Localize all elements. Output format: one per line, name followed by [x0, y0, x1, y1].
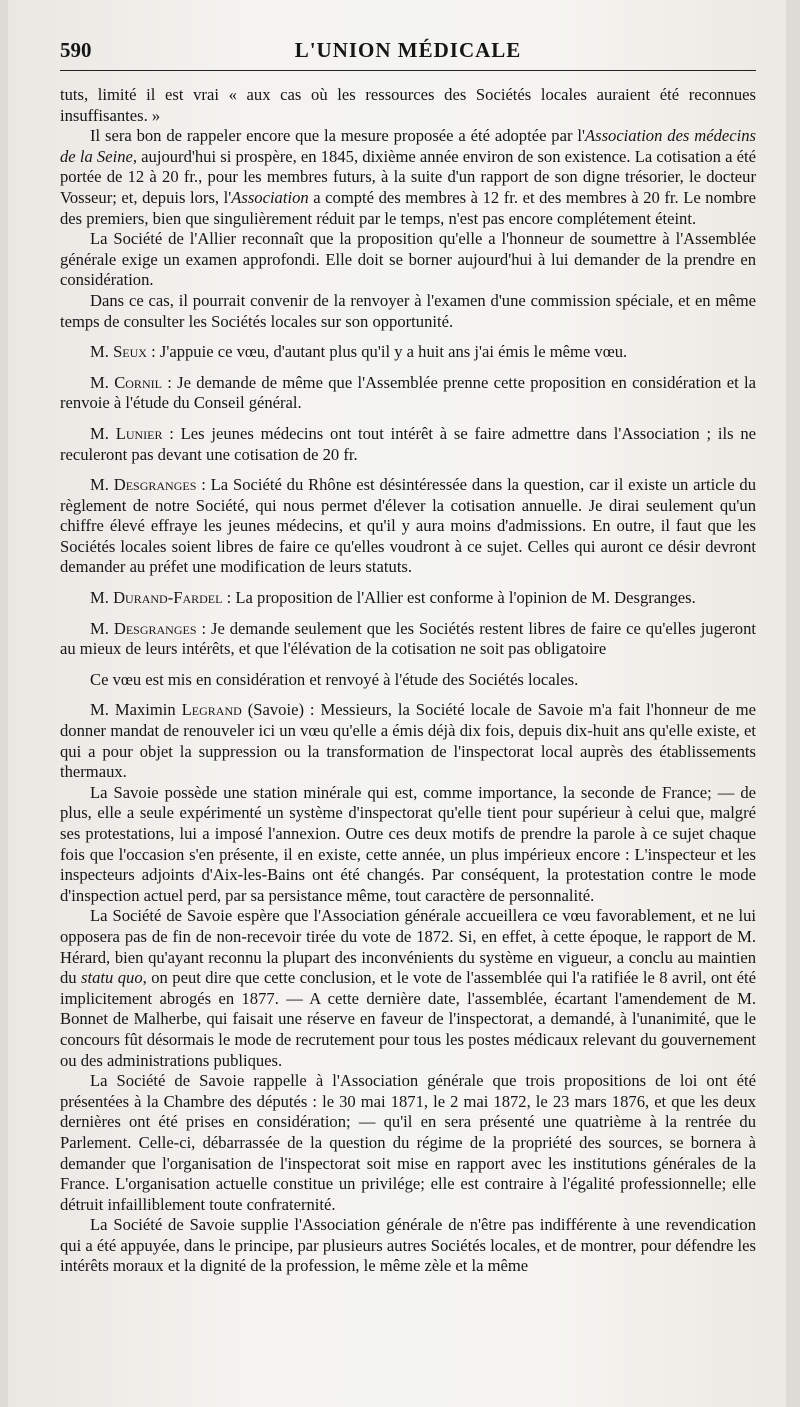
text-run: tuts, limité il est vrai « aux cas où les ressources des Sociétés locales auraient été reconnues insuffisantes. » — [60, 85, 756, 125]
speaker-name: Cornil — [114, 372, 162, 392]
paragraph — [60, 670, 756, 691]
paragraph — [60, 906, 756, 1071]
text-run: M. — [90, 423, 116, 443]
text-run: Dans ce cas, il pourrait convenir de la renvoyer à l'examen d'une commission spéciale, et en même temps de consulter les Sociétés locales sur son opportunité. — [60, 290, 756, 331]
text-run: M. Maximin — [90, 700, 182, 720]
italic-text: Association des médecins de la Seine — [60, 126, 756, 166]
paragraph — [60, 291, 756, 332]
page-number: 590 — [60, 38, 92, 62]
text-run: M. — [90, 475, 114, 495]
text-run: a compté des membres à 12 fr. et des membres à 20 fr. Le nombre des premiers, bien que singulièrement réduit par le temps, n'est pas encore complétement éteint. — [60, 187, 756, 228]
italic-text: statu quo — [81, 968, 143, 988]
document-page — [8, 0, 786, 1407]
text-run: Il sera bon de rappeler encore que la mesure proposée a été adoptée par l' — [90, 126, 585, 146]
speaker-name: Seux — [113, 342, 147, 362]
text-run: La Société de Savoie espère que l'Association générale accueillera ce vœu favorablement, et ne lui opposera pas de fin de non-recevoir tirée du vote de 1872. Si, en effet, à cette époque, le rapport de M. Hérard, bien qu'ayant reconnu la plupart des inconvénients du système en vigueur, a conclu au maintien du — [60, 906, 756, 988]
speaker-name: Desgranges — [113, 618, 197, 638]
paragraph — [60, 424, 756, 465]
text-run: : J'appuie ce vœu, d'autant plus qu'il y a huit ans j'ai émis le même vœu. — [146, 342, 628, 362]
italic-text: Association — [231, 187, 309, 207]
speaker-name: Lunier — [115, 423, 163, 443]
text-run: La Société de Savoie supplie l'Association générale de n'être pas indifférente à une revendication qui a été appuyée, dans le principe, par plusieurs autres Sociétés locales, et de montrer, pour défendre les intérêts moraux et la dignité de la profession, le même zèle et la même — [60, 1215, 756, 1276]
text-run: : Les jeunes médecins ont tout intérêt à se faire admettre dans l'Association ; ils ne reculeront pas devant une cotisation de 20 fr. — [60, 423, 756, 464]
text-run: La Société de l'Allier reconnaît que la proposition qu'elle a l'honneur de soumettre à l'Assemblée générale exige un examen approfondi. Elle doit se borner aujourd'hui à lui demander de la prendre en considération. — [60, 229, 756, 290]
paragraph — [60, 126, 756, 229]
paragraph — [60, 475, 756, 578]
text-run: (Savoie) : Messieurs, la Société locale de Savoie m'a fait l'honneur de me donner mandat de renouveler ici un vœu qu'elle a émis déjà dix fois, depuis dix-huit ans qu'elle existe, et qui a pour objet la suppression ou la transformation de l'inspectorat local auprès des établissements thermaux. — [60, 700, 756, 782]
running-title: L'UNION MÉDICALE — [294, 38, 522, 62]
text-run: M. — [90, 372, 115, 392]
text-run: , aujourd'hui si prospère, en 1845, dixième année environ de son existence. La cotisation a été portée de 12 à 20 fr., pour les membres futurs, à la suite d'un rapport de son digne trésorier, le docteur Vosseur; et, depuis lors, l' — [60, 146, 756, 207]
text-run: La Société de Savoie rappelle à l'Association générale que trois propositions de loi ont été présentées à la Chambre des députés : le 30 mai 1871, le 2 mai 1872, le 23 mars 1876, et que les deux dernières ont été prises en considération; — qu'il en sera présenté une quatrième à la rentrée du Parlement. Celle-ci, débarrassée de la question du régime de la propriété des sources, se bornera à demander que l'organisation de l'inspectorat soit mise en rapport avec les institutions générales de la France. L'organisation actuelle constitue un privilége; elle est contraire à l'égalité professionnelle; elle détruit infailliblement toute confraternité. — [60, 1071, 756, 1214]
text-run: M. — [90, 588, 114, 608]
paragraph — [60, 1215, 756, 1277]
paragraph — [60, 619, 756, 660]
paragraph — [60, 85, 756, 126]
text-run: : La proposition de l'Allier est conforme à l'opinion de M. Desgranges. — [222, 588, 696, 608]
text-run: La Savoie possède une station minérale qui est, comme importance, la seconde de France; — de plus, elle a seule expérimenté un système d'inspectorat qu'elle tient pour supérieur à celui que, malgré ses protestations, lui a imposé l'annexion. Outre ces deux motifs de prendre la parole à ce sujet chaque fois que l'occasion s'en présente, il en existe, cette année, un plus impérieux encore : L'inspecteur et les inspecteurs adjoints d'Aix-les-Bains ont été changés. Par conséquent, la protestation contre le mode d'inspection actuel perd, par sa persistance même, tout caractère de personnalité. — [60, 782, 756, 905]
text-run: : La Société du Rhône est désintéressée dans la question, car il existe un article du règlement de notre Société, qui nous permet d'élever la cotisation annuelle. Je dirai seulement qu'un chiffre élevé effraye les jeunes médecins, et qu'il y aura moins d'admissions. En outre, il faut que les Sociétés locales soient libres de faire ce qu'elles voudront à ce sujet. Celles qui auront ce désir devront demander au préfet une modification de leurs statuts. — [60, 475, 756, 577]
body-text — [60, 85, 756, 1277]
speaker-name: Durand-Fardel — [113, 588, 223, 608]
page-header — [60, 38, 756, 71]
paragraph — [60, 783, 756, 907]
text-run: M. — [90, 342, 114, 362]
paragraph — [60, 700, 756, 782]
text-run: : Je demande seulement que les Sociétés restent libres de faire ce qu'elles jugeront au mieux de leurs intérêts, et que l'élévation de la cotisation ne soit pas obligatoire — [60, 618, 756, 659]
text-run: , on peut dire que cette conclusion, et le vote de l'assemblée qui l'a ratifiée le 8 avril, ont été implicitement abrogés en 1877. — A cette dernière date, l'assemblée, écartant l'amendement de M. Bonnet de Malherbe, qui faisait une réserve en faveur de l'inspectorat, a demandé, à l'unanimité, que le concours fût désormais le mode de recrutement pour tous les postes médicaux relevant du gouvernement ou des administrations publiques. — [60, 968, 756, 1070]
text-run: Ce vœu est mis en considération et renvoyé à l'étude des Sociétés locales. — [90, 669, 579, 689]
paragraph — [60, 1071, 756, 1215]
speaker-name: Legrand — [181, 700, 242, 720]
speaker-name: Desgranges — [113, 475, 197, 495]
paragraph — [60, 588, 756, 609]
paragraph — [60, 229, 756, 291]
text-run: : Je demande de même que l'Assemblée prenne cette proposition en considération et la renvoie à l'étude du Conseil général. — [60, 372, 756, 413]
text-run: M. — [90, 618, 114, 638]
paragraph — [60, 342, 756, 363]
paragraph — [60, 373, 756, 414]
